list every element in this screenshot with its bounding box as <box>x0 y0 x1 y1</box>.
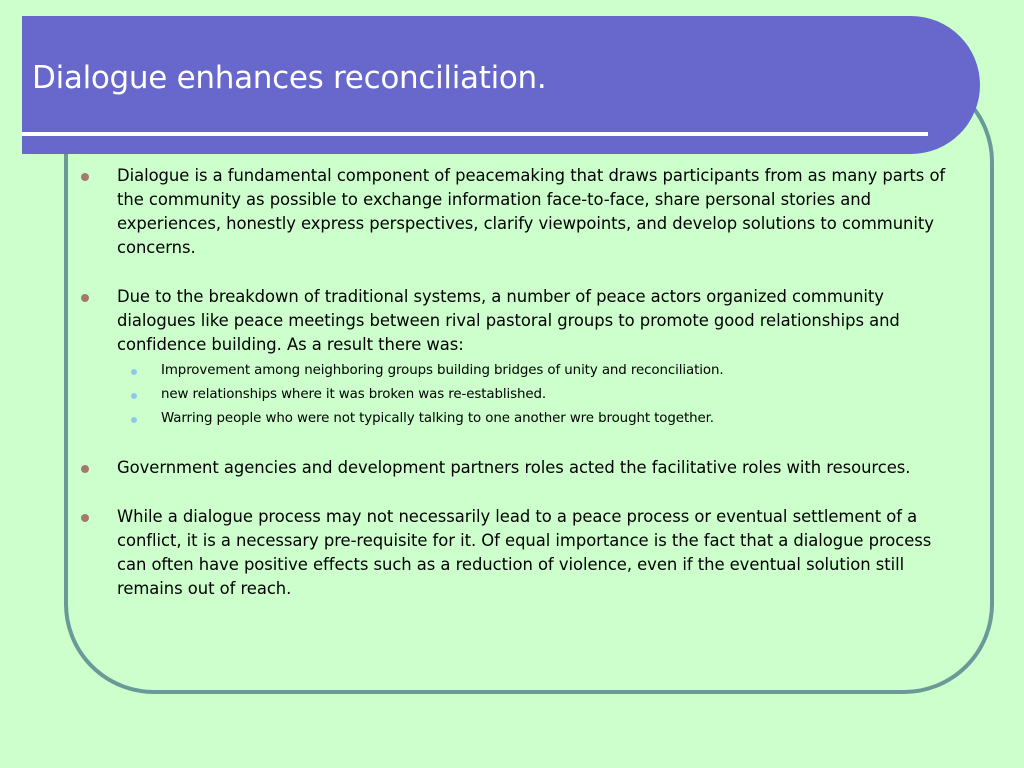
bullet-text: While a dialogue process may not necessarily lead to a peace process or eventual settlement of a conflict, it is a necessary pre-requisite for it. Of equal importance is the fact that a dialogue process can often have positive effects such as a reduction of violence, even if the eventual solution still remains out of reach. <box>117 507 932 598</box>
bullet-item <box>76 285 946 431</box>
bullet-text: Due to the breakdown of traditional systems, a number of peace actors organized community dialogues like peace meetings between rival pastoral groups to promote good relationships and confidence building. As a result there was: <box>117 287 900 354</box>
sub-bullet-dot-icon <box>131 369 137 375</box>
bullet-dot-icon <box>81 294 89 302</box>
title-underline <box>22 132 928 136</box>
sub-bullet-item <box>117 383 946 407</box>
bullet-item <box>76 505 946 601</box>
bullet-item <box>76 164 946 260</box>
sub-bullet-text: Warring people who were not typically talking to one another wre brought together. <box>161 411 714 426</box>
title-banner <box>22 16 980 154</box>
slide-title: Dialogue enhances reconciliation. <box>32 60 547 96</box>
bullet-list <box>76 164 946 626</box>
bullet-text: Dialogue is a fundamental component of peacemaking that draws participants from as many parts of the community as possible to exchange information face-to-face, share personal stories and experiences, honestly express perspectives, clarify viewpoints, and develop solutions to community concerns. <box>117 166 946 257</box>
sub-bullet-item <box>117 407 946 431</box>
sub-bullet-list <box>117 359 946 431</box>
bullet-dot-icon <box>81 465 89 473</box>
bullet-item <box>76 456 946 480</box>
bullet-dot-icon <box>81 514 89 522</box>
sub-bullet-item <box>117 359 946 383</box>
sub-bullet-dot-icon <box>131 417 137 423</box>
bullet-text: Government agencies and development partners roles acted the facilitative roles with resources. <box>117 458 911 477</box>
sub-bullet-text: Improvement among neighboring groups building bridges of unity and reconciliation. <box>161 363 724 378</box>
bullet-dot-icon <box>81 173 89 181</box>
sub-bullet-text: new relationships where it was broken was re-established. <box>161 387 547 402</box>
sub-bullet-dot-icon <box>131 393 137 399</box>
